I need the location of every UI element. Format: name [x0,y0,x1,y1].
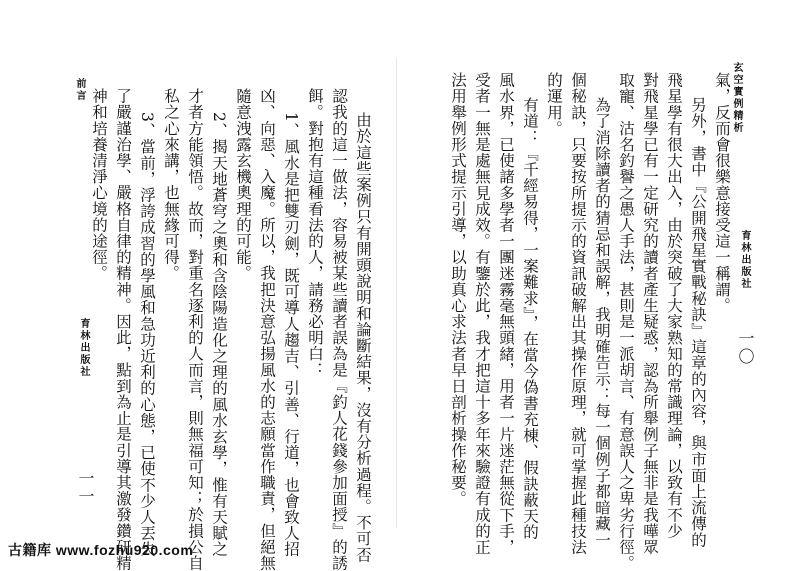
text-column: 飛星學有很大出入，由於突破了大家熟知的常識理論，以致有不少 [665,72,683,539]
text-column: 為了消除讀者的猜忌和誤解，我明確告示：每一個例子都暗藏一 [593,97,611,548]
text-column: 隨意洩露玄機奧理的可能。 [234,88,252,282]
text-column: 有道：『千經易得，一案難求』，在當今偽書充棟、假訣蔽天的 [521,97,539,541]
text-column: 風水界，已使諸多學者一團迷霧毫無頭緒，用者一片迷茫無從下手， [497,72,515,555]
site-watermark [8,540,193,560]
text-column: 另外，書中『公開飛星實戰秘訣』這章的內容，與市面上流傳的 [689,97,707,548]
text-column: 1、風水是把雙刃劍，既可導人趨吉、引善、行道，也會致人招 [282,112,300,558]
watermark-site-name: 古籍库 [8,542,52,558]
text-column: 由於這些案例只有開頭說明和論斷結果，沒有分析過程。不可否 [354,112,372,563]
text-column: 取寵、沽名釣譽之愚人手法，甚則是一派胡言、有意誤人之卑劣行徑。 [617,72,635,571]
text-column: 2、揭天地蒼穹之奧和含陰陽造化之理的風水玄學，惟有天賦之 [210,112,228,558]
watermark-url[interactable]: www.fozhu920.com [55,542,194,558]
text-column: 個秘訣，只要按所提示的資訊破解出其操作原理，就可掌握此種技法 [569,72,587,555]
running-header: 玄空實例精析 [731,62,742,134]
text-column: 對飛星學已有一定研究的讀者產生疑惑，認為所舉例子無非是我嘩眾 [641,72,659,555]
text-column: 氣，反而會很樂意接受這一稱謂。 [713,72,731,314]
text-column: 凶、向惡、入魔。所以，我把決意弘揚風水的志願當作職責，但絕無 [258,88,276,571]
publisher-imprint: 育林出版社 [78,318,89,378]
right-page [397,0,793,571]
text-column: 認我的這一做法，容易被某些讀者誤為是『釣人花錢參加面授』的誘 [330,88,348,571]
page-number: 一一 [76,470,95,506]
running-header: 前言 [74,78,85,102]
left-page [0,0,396,571]
text-column: 了嚴謹治學、嚴格自律的精神。因此，點到為止是引導其激發鑽研精 [114,88,132,571]
text-column: 的運用。 [545,72,563,137]
text-column: 私之心來講，也無緣可得。 [162,88,180,282]
publisher-imprint: 育林出版社 [739,230,750,290]
text-column: 餌。對抱有這種看法的人，請務必明白： [306,88,324,378]
page-number: 一〇 [736,330,755,366]
text-column: 才者方能領悟。故而，對重名逐利的人而言，則無福可知；於損公自 [186,88,204,571]
text-column: 法用舉例形式提示引導，以助真心求法者早日剖析操作秘要。 [449,72,467,507]
text-column: 受者一無是處無見成效。有鑒於此，我才把這十多年來驗證有成的正 [473,72,491,555]
text-column: 神和培養清淨心境的途徑。 [90,88,108,282]
text-column: 3、當前，浮誇成習的學風和急功近利的心態，已使不少人丟失 [138,112,156,558]
